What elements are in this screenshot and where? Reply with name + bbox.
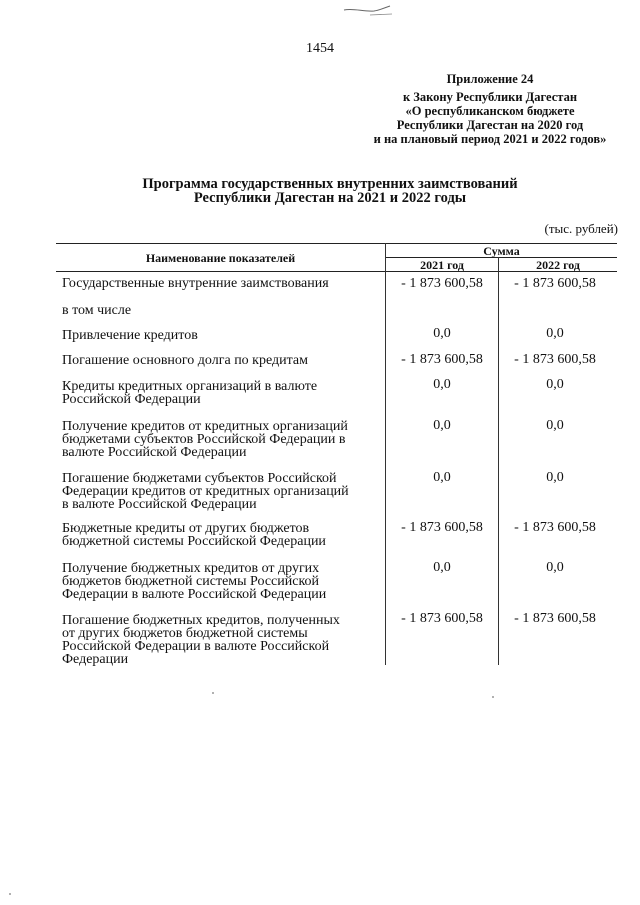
column-divider xyxy=(498,257,499,665)
row-label xyxy=(62,354,384,367)
row-label-line: бюджетов бюджетной системы Российской xyxy=(62,574,320,589)
row-label-line: Государственные внутренние заимствования xyxy=(62,276,329,291)
value-2022: 0,0 xyxy=(546,560,564,575)
row-label-line: Бюджетные кредиты от других бюджетов xyxy=(62,521,310,536)
row-label xyxy=(62,277,384,290)
row-label-line: Погашение бюджетами субъектов Российской xyxy=(62,471,337,486)
row-label-line: от других бюджетов бюджетной системы xyxy=(62,626,308,641)
units-label: (тыс. рублей) xyxy=(544,221,618,236)
row-label-line: Российской Федерации xyxy=(62,392,201,407)
row-label-line: бюджетной системы Российской Федерации xyxy=(62,534,326,549)
row-label xyxy=(62,329,384,342)
document-title xyxy=(60,177,600,205)
header-year-2022: 2022 год xyxy=(536,258,580,272)
row-label-line: Получение бюджетных кредитов от других xyxy=(62,561,320,576)
scan-dot xyxy=(492,696,494,698)
appendix-line: и на плановый период 2021 и 2022 годов» xyxy=(373,132,607,146)
value-2021: - 1 873 600,58 xyxy=(401,611,483,626)
title-line: Республики Дагестан на 2021 и 2022 годы xyxy=(193,190,467,206)
row-label-line: Погашение бюджетных кредитов, полученных xyxy=(62,613,340,628)
appendix-line: к Закону Республики Дагестан xyxy=(402,90,578,104)
value-2021: - 1 873 600,58 xyxy=(401,352,483,367)
row-label xyxy=(62,380,384,406)
row-label-line: Федерации в валюте Российской Федерации xyxy=(62,587,327,602)
scan-dot xyxy=(212,692,214,694)
value-2022: 0,0 xyxy=(546,377,564,392)
title-line: Программа государственных внутренних заимствований xyxy=(142,176,518,192)
row-label-line: Получение кредитов от кредитных организаций xyxy=(62,419,348,434)
header-year-2021: 2021 год xyxy=(420,258,464,272)
row-label-line: Кредиты кредитных организаций в валюте xyxy=(62,379,318,394)
page-number: 1454 xyxy=(306,41,334,56)
row-label-line: Привлечение кредитов xyxy=(62,328,198,343)
value-2021: 0,0 xyxy=(433,377,451,392)
value-2021: 0,0 xyxy=(433,418,451,433)
value-2021: - 1 873 600,58 xyxy=(401,276,483,291)
row-label xyxy=(62,472,384,511)
row-label-line: Федерации xyxy=(62,652,129,667)
value-2022: - 1 873 600,58 xyxy=(514,352,596,367)
value-2021: 0,0 xyxy=(433,470,451,485)
appendix-line: «О республиканском бюджете xyxy=(405,104,575,118)
row-label-line: валюте Российской Федерации xyxy=(62,445,247,460)
appendix-line: Республики Дагестан на 2020 год xyxy=(396,118,584,132)
value-2022: - 1 873 600,58 xyxy=(514,276,596,291)
row-label-line: в валюте Российской Федерации xyxy=(62,497,257,512)
scan-dot xyxy=(9,893,11,895)
value-2021: 0,0 xyxy=(433,326,451,341)
row-label xyxy=(62,304,384,317)
scan-mark-icon xyxy=(340,4,400,18)
appendix-header xyxy=(330,72,640,146)
value-2022: 0,0 xyxy=(546,418,564,433)
row-label xyxy=(62,420,384,459)
value-2022: - 1 873 600,58 xyxy=(514,611,596,626)
value-2022: 0,0 xyxy=(546,326,564,341)
value-2022: - 1 873 600,58 xyxy=(514,520,596,535)
value-2022: 0,0 xyxy=(546,470,564,485)
value-2021: - 1 873 600,58 xyxy=(401,520,483,535)
row-label xyxy=(62,562,384,601)
header-sum: Сумма xyxy=(483,244,520,258)
row-label-line: в том числе xyxy=(62,303,132,318)
row-label-line: Федерации кредитов от кредитных организаций xyxy=(62,484,349,499)
column-divider xyxy=(385,243,386,665)
appendix-line: Приложение 24 xyxy=(446,72,534,86)
row-label xyxy=(62,522,384,548)
row-label-line: бюджетами субъектов Российской Федерации в xyxy=(62,432,346,447)
value-2021: 0,0 xyxy=(433,560,451,575)
header-name: Наименование показателей xyxy=(145,251,296,265)
row-label-line: Российской Федерации в валюте Российской xyxy=(62,639,330,654)
row-label-line: Погашение основного долга по кредитам xyxy=(62,353,308,368)
row-label xyxy=(62,614,384,666)
